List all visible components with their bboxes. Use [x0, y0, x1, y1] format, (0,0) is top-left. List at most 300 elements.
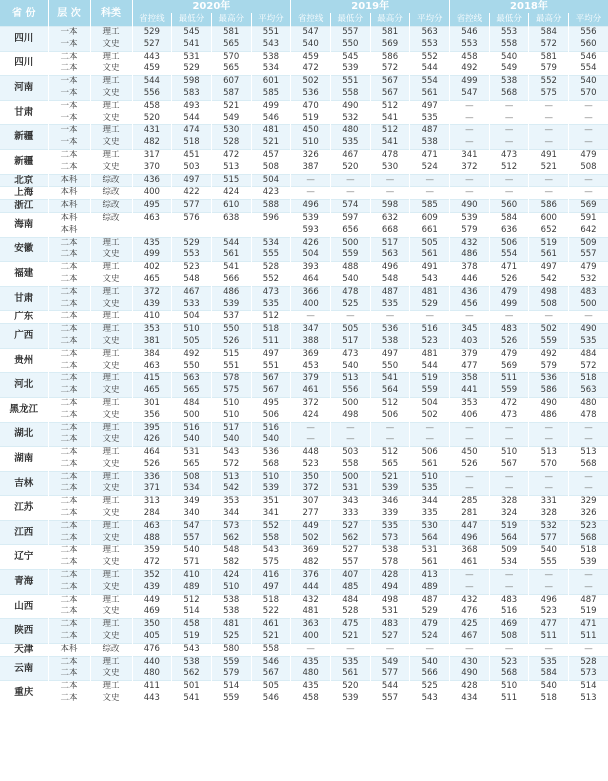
score-cell: 555 [251, 249, 291, 261]
score-cell: 487 [410, 594, 450, 606]
score-cell: 520 [132, 113, 172, 125]
score-cell: 515 [211, 348, 251, 360]
score-cell: 497 [251, 348, 291, 360]
score-cell: 572 [211, 459, 251, 471]
score-cell: 473 [489, 410, 529, 422]
score-cell: 487 [370, 286, 410, 298]
score-cell: 547 [172, 520, 212, 532]
score-cell: 567 [370, 76, 410, 88]
score-cell: — [450, 483, 490, 495]
table-row [0, 496, 608, 508]
subject-cell: 理工 [90, 447, 132, 459]
score-cell: 541 [211, 262, 251, 274]
province-cell: 上海 [0, 187, 48, 200]
score-cell: 544 [172, 113, 212, 125]
score-cell: 496 [370, 262, 410, 274]
score-cell: 553 [410, 39, 450, 51]
level-cell: 一本 [48, 39, 90, 51]
score-cell: 440 [132, 656, 172, 668]
score-cell: 601 [251, 76, 291, 88]
score-cell: — [410, 434, 450, 446]
table-row [0, 643, 608, 656]
score-cell: 487 [410, 125, 450, 137]
score-cell: 578 [211, 373, 251, 385]
score-cell: — [291, 311, 331, 324]
score-cell: — [410, 187, 450, 200]
score-cell: 474 [172, 125, 212, 137]
score-cell: 479 [569, 262, 608, 274]
province-cell: 新疆 [0, 149, 48, 174]
subject-cell: 理工 [90, 397, 132, 409]
score-cell: 588 [251, 200, 291, 213]
score-cell: 500 [330, 237, 370, 249]
score-cell: — [529, 582, 569, 594]
score-cell: 435 [291, 681, 331, 693]
score-cell: 543 [211, 447, 251, 459]
score-cell: 539 [370, 483, 410, 495]
score-cell: 570 [529, 459, 569, 471]
table-row [0, 594, 608, 606]
score-cell: 432 [291, 594, 331, 606]
score-cell: 586 [370, 51, 410, 63]
score-cell: 531 [172, 51, 212, 63]
subject-cell: 理工 [90, 149, 132, 161]
score-cell: 439 [132, 582, 172, 594]
score-cell: 521 [211, 100, 251, 112]
score-cell: 537 [211, 311, 251, 324]
level-cell: 二本 [48, 51, 90, 63]
table-row [0, 373, 608, 385]
score-cell: 558 [251, 533, 291, 545]
subject-cell: 文史 [90, 693, 132, 705]
table-row [0, 200, 608, 213]
table-row [0, 162, 608, 174]
score-cell: 463 [132, 212, 172, 224]
score-cell: 563 [569, 385, 608, 397]
score-cell: 479 [410, 619, 450, 631]
score-cell: 510 [211, 397, 251, 409]
score-cell: 579 [529, 361, 569, 373]
score-cell: 572 [569, 361, 608, 373]
score-cell: 432 [450, 594, 490, 606]
score-cell: 340 [172, 508, 212, 520]
score-cell: — [450, 422, 490, 434]
score-cell: 561 [211, 249, 251, 261]
score-cell: 538 [370, 545, 410, 557]
score-cell: 410 [132, 311, 172, 324]
score-cell: 458 [132, 100, 172, 112]
score-cell: 428 [450, 681, 490, 693]
score-cell: 570 [569, 88, 608, 100]
score-cell: 574 [330, 200, 370, 213]
table-row [0, 348, 608, 360]
score-cell: 642 [569, 225, 608, 237]
score-cell: 317 [132, 149, 172, 161]
score-cell: 519 [489, 520, 529, 532]
score-cell: 344 [211, 508, 251, 520]
score-cell: 539 [251, 483, 291, 495]
score-cell: 502 [291, 533, 331, 545]
score-cell: 513 [211, 471, 251, 483]
score-cell: 481 [410, 348, 450, 360]
score-cell: 497 [251, 582, 291, 594]
score-cell: 559 [330, 249, 370, 261]
score-cell: — [569, 570, 608, 582]
score-cell: 566 [410, 668, 450, 680]
score-cell: 598 [172, 76, 212, 88]
score-cell: 406 [450, 410, 490, 422]
score-cell: 510 [489, 681, 529, 693]
score-cell: 341 [251, 508, 291, 520]
score-cell: 510 [211, 410, 251, 422]
province-cell: 贵州 [0, 348, 48, 373]
score-cell: 526 [132, 459, 172, 471]
province-cell: 福建 [0, 262, 48, 287]
table-row [0, 361, 608, 373]
score-cell: 368 [450, 545, 490, 557]
score-cell: 497 [172, 174, 212, 187]
score-cell: — [291, 643, 331, 656]
province-cell: 黑龙江 [0, 397, 48, 422]
score-cell: 499 [132, 249, 172, 261]
header-control-line: 省控线 [291, 13, 331, 27]
level-cell: 本科 [48, 212, 90, 224]
subject-cell: 理工 [90, 324, 132, 336]
score-cell: 313 [132, 496, 172, 508]
score-cell: — [529, 187, 569, 200]
score-cell: 577 [172, 200, 212, 213]
score-cell: 347 [291, 324, 331, 336]
score-cell: 351 [251, 496, 291, 508]
score-cell: 328 [529, 508, 569, 520]
score-cell: 531 [330, 483, 370, 495]
score-cell [172, 225, 212, 237]
level-cell: 一本 [48, 88, 90, 100]
score-cell: 516 [172, 422, 212, 434]
subject-cell: 理工 [90, 311, 132, 324]
level-cell: 二本 [48, 149, 90, 161]
score-cell: — [450, 187, 490, 200]
score-cell: 467 [330, 149, 370, 161]
table-row [0, 187, 608, 200]
score-cell: 505 [172, 336, 212, 348]
score-cell: 461 [291, 385, 331, 397]
score-cell: 521 [251, 137, 291, 149]
score-cell: 476 [132, 643, 172, 656]
subject-cell: 文史 [90, 249, 132, 261]
subject-cell: 理工 [90, 619, 132, 631]
level-cell: 二本 [48, 447, 90, 459]
score-cell: 463 [132, 520, 172, 532]
score-cell: 578 [370, 557, 410, 569]
subject-cell: 文史 [90, 361, 132, 373]
score-cell: 423 [251, 187, 291, 200]
score-cell: 523 [172, 262, 212, 274]
score-cell: 540 [172, 434, 212, 446]
level-cell: 二本 [48, 508, 90, 520]
score-cell: 472 [489, 397, 529, 409]
score-cell: 531 [172, 447, 212, 459]
score-cell: 458 [450, 51, 490, 63]
score-cell: 425 [450, 619, 490, 631]
score-cell: 540 [251, 434, 291, 446]
score-cell: 514 [211, 681, 251, 693]
score-cell: — [370, 422, 410, 434]
score-cell: 508 [529, 299, 569, 311]
score-cell: — [450, 137, 490, 149]
province-cell: 甘肃 [0, 100, 48, 125]
score-cell: 490 [450, 668, 490, 680]
table-row [0, 397, 608, 409]
header-level: 层 次 [48, 0, 90, 27]
score-cell: 359 [132, 545, 172, 557]
score-cell: 497 [370, 348, 410, 360]
province-cell: 广东 [0, 311, 48, 324]
score-cell: 435 [132, 237, 172, 249]
score-cell: 546 [569, 51, 608, 63]
level-cell: 二本 [48, 471, 90, 483]
score-cell: 501 [172, 681, 212, 693]
score-cell: 553 [450, 39, 490, 51]
level-cell: 一本 [48, 113, 90, 125]
score-cell [211, 225, 251, 237]
score-cell: 491 [410, 262, 450, 274]
score-cell: 393 [291, 262, 331, 274]
subject-cell: 文史 [90, 410, 132, 422]
level-cell: 一本 [48, 76, 90, 88]
table-row [0, 274, 608, 286]
score-cell: 585 [410, 200, 450, 213]
score-cell: 461 [450, 557, 490, 569]
level-cell: 二本 [48, 162, 90, 174]
subject-cell: 文史 [90, 63, 132, 75]
score-cell: 395 [132, 422, 172, 434]
score-cell: 526 [489, 336, 529, 348]
score-cell: 579 [211, 668, 251, 680]
score-cell: 424 [211, 570, 251, 582]
score-cell: 544 [132, 76, 172, 88]
score-cell: 572 [370, 63, 410, 75]
score-cell: 495 [132, 200, 172, 213]
subject-cell: 理工 [90, 496, 132, 508]
table-row [0, 174, 608, 187]
score-cell: 512 [172, 594, 212, 606]
table-row [0, 693, 608, 705]
score-cell: 376 [291, 570, 331, 582]
score-cell: 498 [330, 410, 370, 422]
score-cell: 449 [291, 520, 331, 532]
level-cell: 二本 [48, 520, 90, 532]
table-row [0, 299, 608, 311]
header-year-2019: 2019年 [291, 0, 450, 13]
score-cell: 472 [291, 63, 331, 75]
score-cell: 484 [330, 594, 370, 606]
score-cell: 569 [569, 200, 608, 213]
score-cell: 510 [251, 471, 291, 483]
score-cell: 538 [211, 594, 251, 606]
table-row [0, 262, 608, 274]
score-cell: 540 [569, 76, 608, 88]
table-row [0, 286, 608, 298]
score-cell: 458 [291, 693, 331, 705]
score-cell: 517 [330, 336, 370, 348]
score-cell: 490 [450, 200, 490, 213]
score-cell: 550 [172, 361, 212, 373]
subject-cell: 文史 [90, 39, 132, 51]
score-cell: 538 [370, 336, 410, 348]
score-cell: 527 [370, 631, 410, 643]
score-cell: 345 [450, 324, 490, 336]
table-row [0, 137, 608, 149]
score-cell: 539 [330, 693, 370, 705]
table-row [0, 656, 608, 668]
score-cell: 520 [330, 681, 370, 693]
score-cell: 530 [410, 520, 450, 532]
score-cell: 465 [132, 274, 172, 286]
subject-cell: 理工 [90, 681, 132, 693]
subject-cell: 文史 [90, 631, 132, 643]
score-cell: — [330, 174, 370, 187]
score-cell: 350 [291, 471, 331, 483]
subject-cell: 文史 [90, 336, 132, 348]
province-cell: 天津 [0, 643, 48, 656]
score-cell: 503 [172, 162, 212, 174]
score-cell: 405 [132, 631, 172, 643]
score-cell: 434 [450, 693, 490, 705]
score-cell: 509 [569, 237, 608, 249]
subject-cell: 文史 [90, 299, 132, 311]
score-cell: 536 [370, 324, 410, 336]
score-cell: — [569, 311, 608, 324]
province-cell: 甘肃 [0, 286, 48, 311]
score-cell: 519 [410, 373, 450, 385]
score-cell: 559 [529, 336, 569, 348]
score-cell: 535 [410, 113, 450, 125]
score-cell: 549 [211, 113, 251, 125]
header-province: 省 份 [0, 0, 48, 27]
score-cell: 544 [410, 361, 450, 373]
table-row [0, 545, 608, 557]
score-cell: 381 [132, 336, 172, 348]
score-cell: 543 [172, 643, 212, 656]
score-cell: 481 [291, 606, 331, 618]
score-cell: 481 [211, 619, 251, 631]
subject-cell: 理工 [90, 27, 132, 39]
score-cell: — [291, 434, 331, 446]
score-cell: 483 [370, 619, 410, 631]
score-cell: 534 [251, 63, 291, 75]
score-cell: 494 [370, 582, 410, 594]
subject-cell: 理工 [90, 594, 132, 606]
table-body [0, 27, 608, 705]
table-row [0, 63, 608, 75]
score-cell: 540 [291, 39, 331, 51]
level-cell: 二本 [48, 570, 90, 582]
score-cell: 353 [211, 496, 251, 508]
header-subject: 科类 [90, 0, 132, 27]
score-cell: 575 [211, 385, 251, 397]
score-cell: 549 [370, 656, 410, 668]
score-cell: — [450, 570, 490, 582]
score-cell: 539 [450, 212, 490, 224]
level-cell: 一本 [48, 125, 90, 137]
score-cell: 563 [370, 249, 410, 261]
score-cell: 532 [569, 274, 608, 286]
score-cell: 346 [370, 496, 410, 508]
score-cell: 480 [291, 668, 331, 680]
score-cell: 503 [330, 447, 370, 459]
level-cell: 二本 [48, 459, 90, 471]
score-cell: 558 [489, 39, 529, 51]
score-cell: 535 [330, 656, 370, 668]
score-cell: — [489, 582, 529, 594]
score-cell: 559 [211, 693, 251, 705]
score-cell: 307 [291, 496, 331, 508]
subject-cell: 综改 [90, 200, 132, 213]
header-avg-score: 平均分 [410, 13, 450, 27]
score-cell: 543 [251, 39, 291, 51]
score-cell: 561 [529, 249, 569, 261]
score-cell: — [450, 113, 490, 125]
score-cell: 516 [251, 422, 291, 434]
header-avg-score: 平均分 [569, 13, 608, 27]
score-cell: 548 [370, 274, 410, 286]
header-min-score: 最低分 [489, 13, 529, 27]
score-cell: 541 [370, 373, 410, 385]
score-cell: 557 [330, 27, 370, 39]
score-cell: 350 [132, 619, 172, 631]
score-cell: — [569, 113, 608, 125]
score-cell: — [489, 471, 529, 483]
score-cell: 284 [132, 508, 172, 520]
table-row [0, 570, 608, 582]
province-cell: 辽宁 [0, 545, 48, 570]
score-cell: — [569, 174, 608, 187]
score-cell: — [489, 125, 529, 137]
score-cell: 497 [410, 100, 450, 112]
score-cell: 504 [251, 174, 291, 187]
score-cell: 529 [172, 63, 212, 75]
score-cell: 600 [529, 212, 569, 224]
score-cell: 326 [569, 508, 608, 520]
score-cell: — [489, 422, 529, 434]
score-cell: 490 [569, 324, 608, 336]
score-cell: 556 [569, 27, 608, 39]
score-cell: 540 [529, 681, 569, 693]
score-cell: 550 [370, 361, 410, 373]
score-cell: 573 [370, 533, 410, 545]
score-cell: 546 [251, 113, 291, 125]
score-cell: 539 [330, 63, 370, 75]
subject-cell [90, 225, 132, 237]
subject-cell: 文史 [90, 557, 132, 569]
score-cell: 544 [211, 237, 251, 249]
score-cell: — [450, 125, 490, 137]
score-cell: 579 [450, 225, 490, 237]
score-cell: 326 [291, 149, 331, 161]
province-cell: 江苏 [0, 496, 48, 521]
score-cell: 523 [410, 336, 450, 348]
score-cell: 567 [251, 373, 291, 385]
score-cell: 552 [410, 51, 450, 63]
score-cell: 500 [330, 471, 370, 483]
score-cell: 483 [489, 594, 529, 606]
province-cell: 海南 [0, 212, 48, 237]
score-cell: 519 [569, 606, 608, 618]
score-cell: 557 [330, 557, 370, 569]
score-cell: 388 [291, 336, 331, 348]
score-cell: 518 [251, 594, 291, 606]
